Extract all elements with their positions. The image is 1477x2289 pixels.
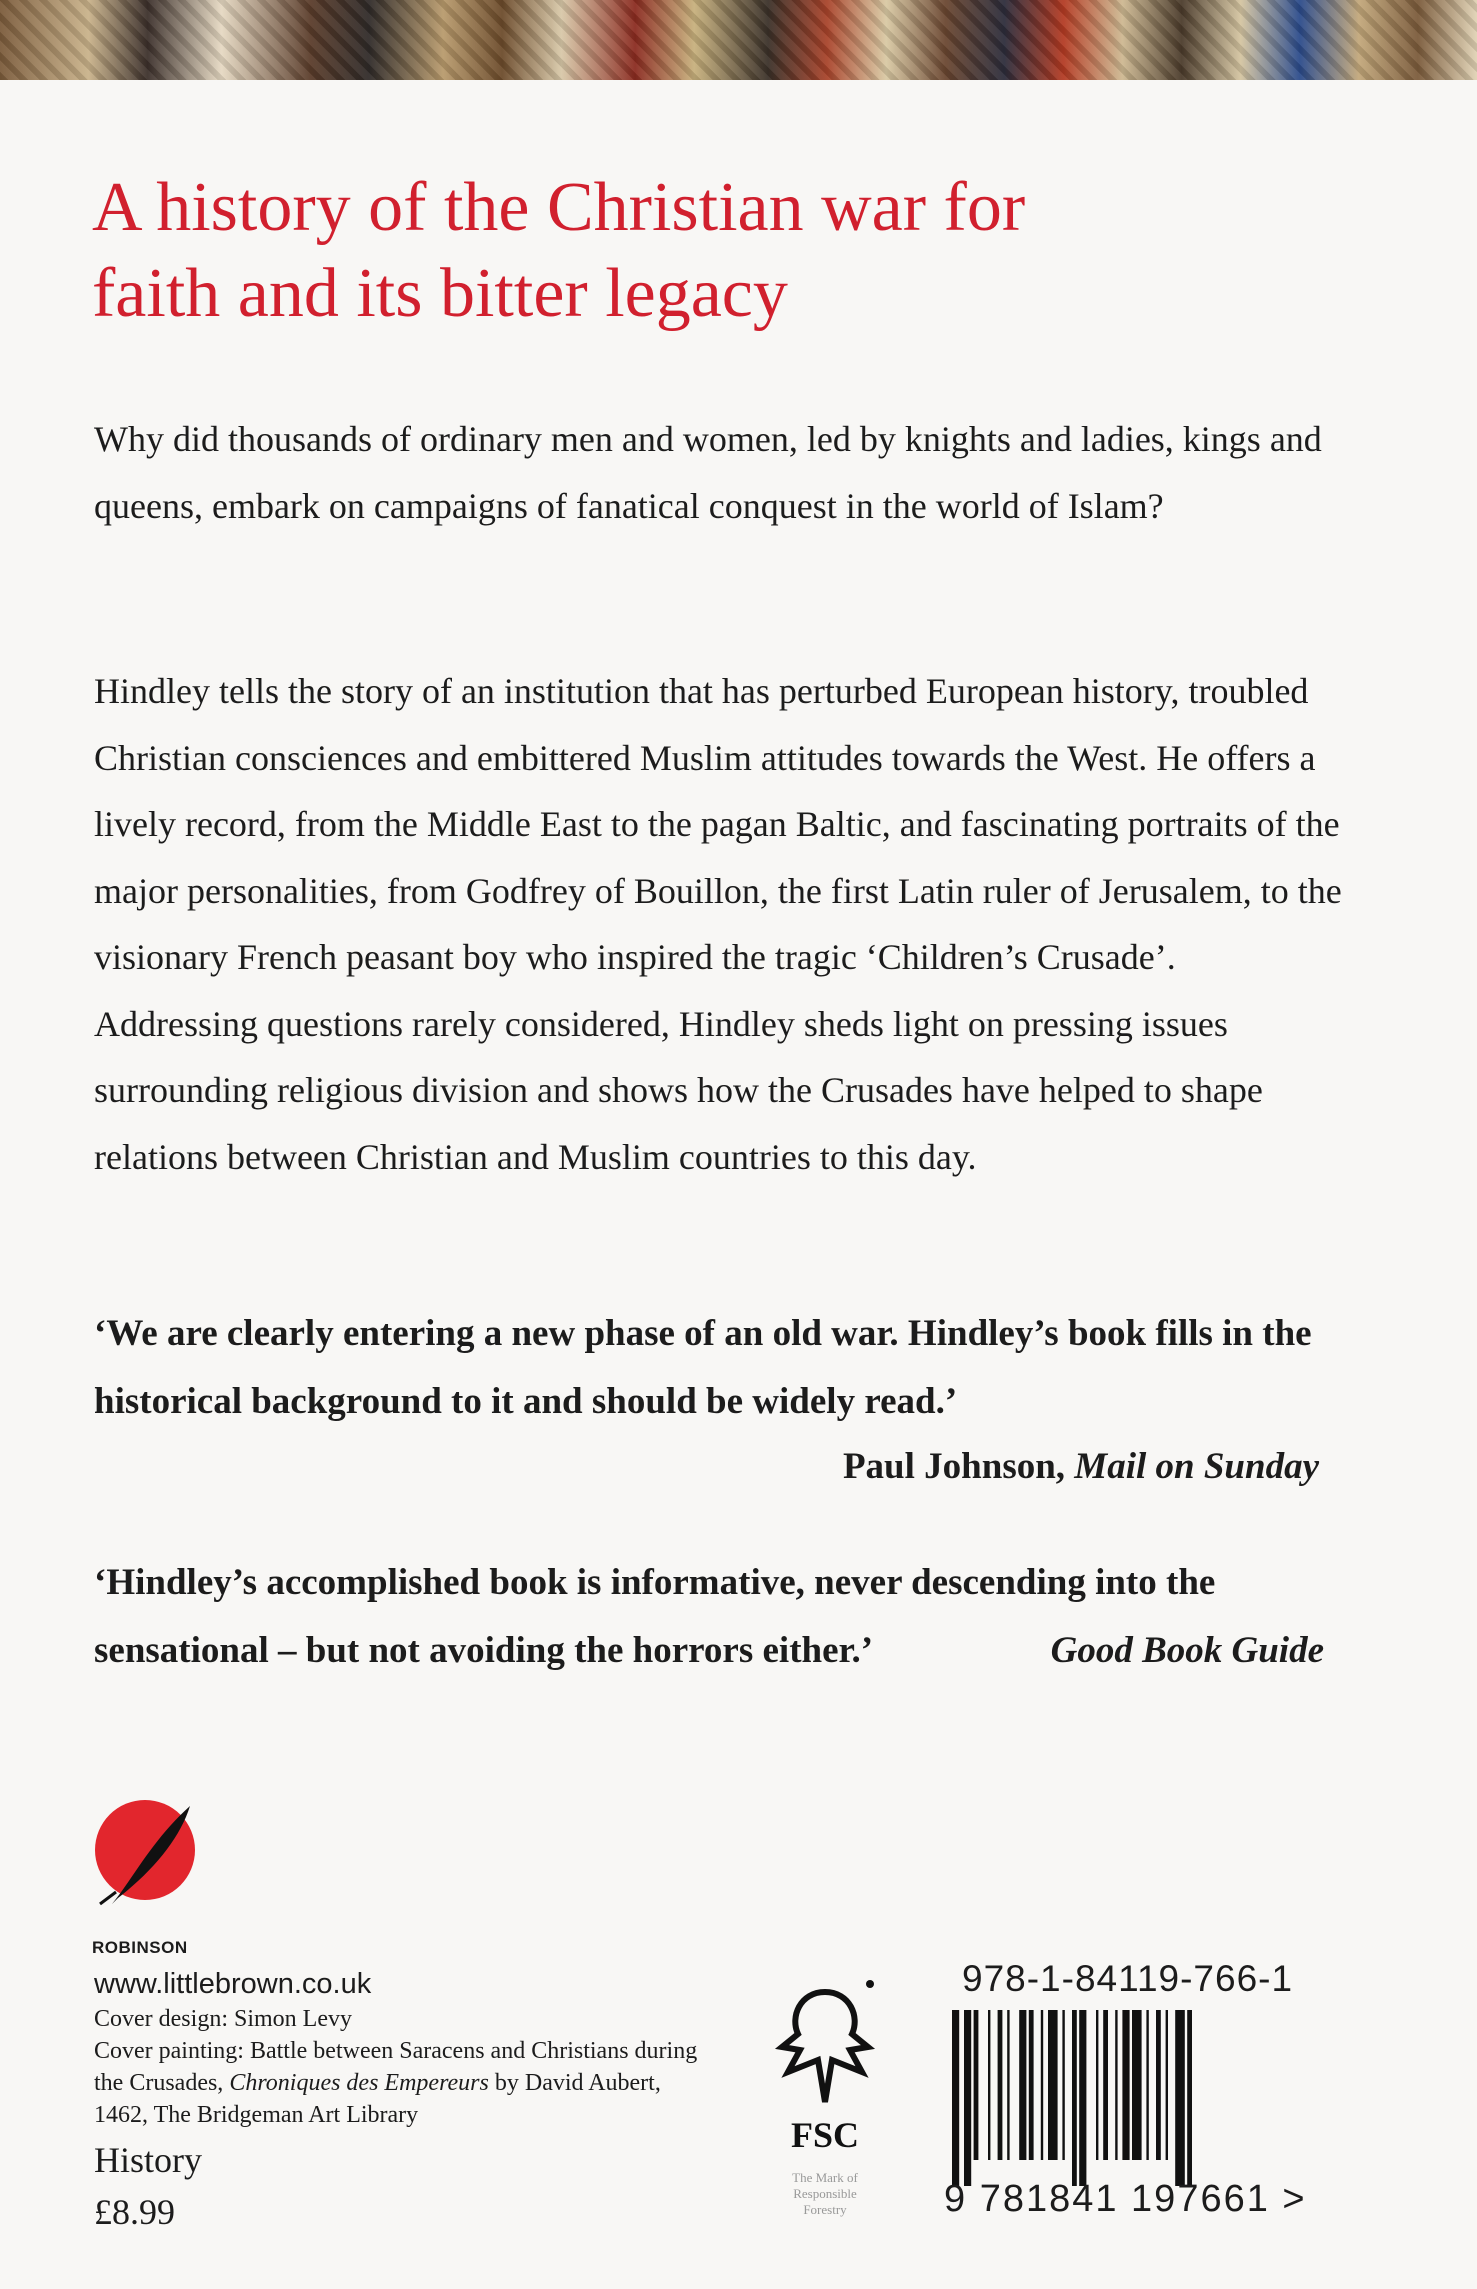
cover-painting-credit bbox=[94, 2035, 714, 2131]
barcode-bar bbox=[964, 2010, 971, 2186]
review-publication-2: Good Book Guide bbox=[1050, 1630, 1324, 1671]
blurb-paragraph-1: Why did thousands of ordinary men and women, led by knights and ladies, kings and queens, embark on campaigns of fanatical conquest in the world of Islam? bbox=[94, 419, 1322, 526]
barcode-bar bbox=[1079, 2010, 1086, 2186]
review-author-1: Paul Johnson, bbox=[842, 1446, 1066, 1487]
fsc-tagline-2: Responsible bbox=[793, 2186, 857, 2201]
barcode-bar bbox=[1062, 2010, 1064, 2160]
review-source-1 bbox=[94, 1437, 1319, 1497]
fsc-logo-icon bbox=[770, 1972, 880, 2222]
fsc-label: FSC bbox=[790, 2115, 860, 2155]
fsc-tagline-3: Forestry bbox=[803, 2202, 847, 2217]
barcode-bar bbox=[1156, 2010, 1161, 2160]
barcode-bar bbox=[1007, 2010, 1009, 2160]
barcode-bar bbox=[1096, 2010, 1098, 2160]
barcode-bar bbox=[1041, 2010, 1043, 2160]
headline-line-2: faith and its bitter legacy bbox=[92, 255, 788, 332]
cover-painting-prefix: Cover painting: Battle between Saracens and Christians during the Crusades, bbox=[94, 2038, 698, 2096]
barcode-bar bbox=[1072, 2010, 1077, 2186]
book-price: £8.99 bbox=[94, 2192, 175, 2232]
blurb-paragraph-2: Hindley tells the story of an institution that has perturbed European history, troubled Christian consciences and embittered Muslim attitudes towards the West. He offers a lively record, from the Middle East to the pagan Baltic, and fascinating portraits of the major personalities, from Godfrey of Bouillon, the first Latin ruler of Jerusalem, to the visionary French peasant boy who inspired the tragic ‘Children’s Crusade’. Addressing questions rarely considered, Hindley sheds light on pressing issues surrounding religious division and shows how the Crusades have helped to shape relations between Christian and Muslim countries to this day. bbox=[94, 671, 1342, 1177]
barcode-bar bbox=[1175, 2010, 1185, 2186]
cover-painting-suffix: by David Aubert, 1462, The Bridgeman Art Library bbox=[94, 2070, 661, 2128]
cover-painting-title: Chroniques des Empereurs bbox=[229, 2070, 489, 2096]
barcode-digits: 9 781841 197661 > bbox=[944, 2178, 1307, 2220]
review-publication-1: Mail on Sunday bbox=[1074, 1446, 1319, 1487]
barcode-bar bbox=[1146, 2010, 1148, 2160]
barcode-bar bbox=[1019, 2010, 1026, 2160]
barcode-bar bbox=[1115, 2010, 1117, 2160]
review-quote-1: ‘We are clearly entering a new phase of an old war. Hindley’s book fills in the historical background to it and should be widely read.’ bbox=[94, 1313, 1312, 1422]
barcode-bar bbox=[974, 2010, 979, 2160]
barcode-bar bbox=[988, 2010, 990, 2160]
barcode-bar bbox=[952, 2010, 959, 2186]
barcode-bar bbox=[1103, 2010, 1108, 2160]
cover-design-credit: Cover design: Simon Levy bbox=[94, 2006, 352, 2032]
robinson-quill-logo-icon bbox=[92, 1800, 198, 1906]
barcode-bar bbox=[1132, 2010, 1142, 2160]
barcode-icon bbox=[948, 2010, 1333, 2186]
publisher-name: ROBINSON bbox=[92, 1938, 188, 1957]
barcode-bar bbox=[1187, 2010, 1192, 2186]
cover-art-strip bbox=[0, 0, 1477, 80]
publisher-website: www.littlebrown.co.uk bbox=[94, 1968, 372, 2000]
barcode-bar bbox=[1166, 2010, 1168, 2160]
fsc-tagline-1: The Mark of bbox=[792, 2170, 858, 2185]
review-text-2: ‘Hindley’s accomplished book is informative, never descending into the sensational – but not avoiding the horrors either.’ bbox=[94, 1562, 1216, 1671]
headline bbox=[92, 165, 1412, 337]
barcode-bar bbox=[998, 2010, 1003, 2160]
review-quote-2 bbox=[94, 1549, 1324, 1685]
barcode-bar bbox=[1029, 2010, 1034, 2160]
headline-line-1: A history of the Christian war for bbox=[92, 169, 1026, 246]
barcode-bar bbox=[1048, 2010, 1058, 2160]
isbn-number: 978-1-84119-766-1 bbox=[962, 1958, 1294, 1999]
book-category: History bbox=[94, 2140, 202, 2180]
barcode-bar bbox=[1122, 2010, 1129, 2160]
